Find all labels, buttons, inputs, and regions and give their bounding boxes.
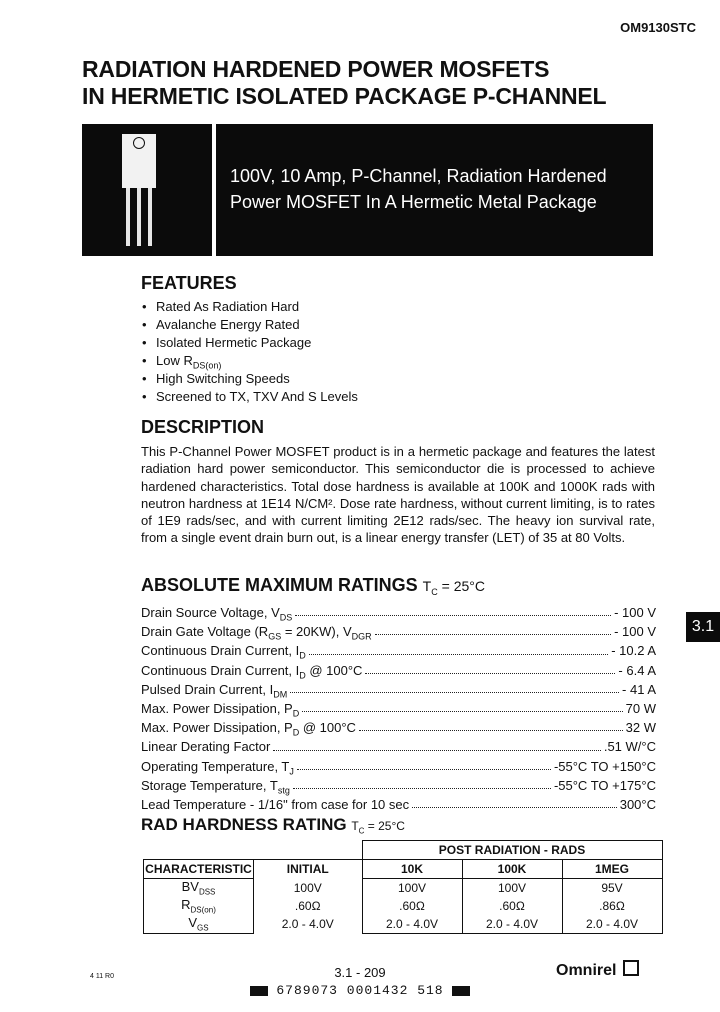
barcode (0, 983, 720, 998)
rating-row (141, 661, 656, 680)
rating-value: - 10.2 A (611, 643, 656, 659)
leader-dots (297, 757, 551, 770)
value-cell: 100V (293, 880, 322, 895)
table-row (144, 879, 663, 898)
characteristic-cell: $R_{DS(on)}$ (144, 897, 254, 915)
page-number: 3.1 - 209 (334, 965, 386, 980)
features-list (142, 298, 358, 406)
leader-dots (302, 699, 622, 712)
rad-col-header: 100K (462, 860, 562, 879)
title-line-2: IN HERMETIC ISOLATED PACKAGE P-CHANNEL (82, 83, 607, 109)
value-cell: 100V (362, 879, 462, 898)
abs-max-condition: $T_C = 25^\circ C$ (422, 578, 485, 597)
abs-max-heading (141, 575, 485, 597)
rating-label: Max. Power Dissipation, $P_D$ (141, 700, 300, 719)
rating-value: -55°C TO +150°C (553, 758, 656, 774)
characteristic-header: CHARACTERISTIC (144, 860, 254, 879)
feature-item: • Screened to TX, TXV And S Levels (142, 388, 358, 406)
banner-divider (212, 124, 216, 256)
feature-item: • Rated As Radiation Hard (142, 298, 358, 316)
rating-row (141, 680, 656, 699)
rating-row (141, 699, 656, 718)
package-lead-icon (148, 188, 152, 246)
rating-row (141, 795, 656, 814)
page-title (82, 56, 606, 110)
value-cell: .60Ω (294, 899, 321, 913)
description-text: This P-Channel Power MOSFET product is in a hermetic package and features the latest radiation hard power semiconductor. This semiconductor die is processed to achieve hardened characteristics. Total dose hardness is available at 100K and 1000K rads with neutron hardness at 1E14 N/CM². Dose rate hardness, without current limiting, is to rates of 1E9 rads/sec, and with current limiting 2E12 rads/sec. The heavy ion survival rate, from a single event drain burn out, is a linear energy transfer (LET) of 35 at 80 Volts. (141, 444, 655, 546)
rad-hardness-condition: $T_C = 25^\circ C$ (351, 819, 405, 836)
value-cell: 2.0 - 4.0V (281, 917, 334, 932)
barcode-number: 6789073 0001432 518 (276, 983, 444, 998)
package-lead-icon (137, 188, 141, 246)
feature-item: • Isolated Hermetic Package (142, 334, 358, 352)
banner-tagline (230, 163, 607, 215)
rating-value: 32 W (625, 720, 656, 736)
rating-label: Operating Temperature, $T_J$ (141, 758, 294, 777)
leader-dots (412, 795, 617, 808)
table-row (144, 915, 663, 934)
rad-table-body (144, 879, 663, 934)
value-cell: 95V (562, 879, 662, 898)
post-radiation-header: POST RADIATION - RADS (362, 841, 662, 860)
package-lead-icon (126, 188, 130, 246)
abs-max-title: ABSOLUTE MAXIMUM RATINGS (141, 575, 418, 595)
rating-row (141, 737, 656, 756)
part-number: OM9130STC (620, 20, 696, 35)
leader-dots (365, 661, 615, 674)
rating-value: - 41 A (622, 681, 656, 697)
description-heading: DESCRIPTION (141, 417, 265, 437)
value-cell: .86Ω (562, 897, 662, 915)
rating-label: Continuous Drain Current, $I_D$ @ 100°C (141, 662, 363, 681)
rating-value: -55°C TO +175°C (553, 777, 656, 793)
value-cell: 2.0 - 4.0V (462, 915, 562, 934)
rating-row (141, 622, 656, 641)
rating-label: Lead Temperature - 1/16" from case for 10 sec (141, 796, 410, 812)
section-tab: 3.1 (686, 612, 720, 642)
initial-header: INITIAL (254, 860, 363, 879)
rad-hardness-title: RAD HARDNESS RATING (141, 815, 347, 834)
banner-line-1: 100V, 10 Amp, P-Channel, Radiation Hardened (230, 166, 607, 186)
brand-name: Omnirel (556, 962, 617, 979)
rating-value: 70 W (625, 700, 656, 716)
characteristic-cell: $BV_{DSS}$ (144, 879, 254, 898)
feature-item: • Avalanche Energy Rated (142, 316, 358, 334)
rating-label: Drain Gate Voltage $(R_{GS} = 20KW)$, $V_{DGR}$ (141, 624, 372, 642)
characteristic-cell: $V_{GS}$ (144, 915, 254, 934)
rad-col-header: 1MEG (562, 860, 662, 879)
rating-value: - 6.4 A (618, 662, 656, 678)
leader-dots (295, 603, 611, 616)
rating-label: Max. Power Dissipation, $P_D$ @ 100°C (141, 720, 356, 738)
rating-value: .51 W/°C (603, 739, 656, 755)
banner-line-2: Power MOSFET In A Hermetic Metal Package (230, 192, 597, 212)
value-cell: 2.0 - 4.0V (362, 915, 462, 934)
rad-hardness-table (143, 840, 663, 934)
barcode-block-icon (452, 986, 470, 996)
rating-label: Pulsed Drain Current, $I_{DM}$ (141, 681, 288, 700)
rating-row (141, 603, 656, 622)
brand-mark-icon (623, 960, 639, 976)
rating-row (141, 757, 656, 776)
rad-hardness-heading (141, 815, 405, 835)
rating-value: 300°C (619, 796, 656, 812)
feature-item: • Low $R_{DS(on)}$ (142, 352, 358, 370)
leader-dots (309, 641, 608, 654)
abs-max-ratings-list (141, 603, 656, 814)
table-header-row (144, 841, 663, 860)
rating-row (141, 641, 656, 660)
rad-col-header: 10K (362, 860, 462, 879)
value-cell: 2.0 - 4.0V (562, 915, 662, 934)
leader-dots (359, 718, 623, 731)
rating-label: Continuous Drain Current, $I_D$ (141, 643, 306, 661)
package-hole-icon (133, 137, 145, 149)
footer-code: 4 11 R0 (90, 973, 114, 980)
rating-value: - 100 V (614, 605, 656, 620)
feature-item: • High Switching Speeds (142, 370, 358, 388)
leader-dots (290, 680, 619, 693)
rating-value: - 100 V (614, 624, 656, 640)
package-body-icon (122, 150, 156, 188)
leader-dots (293, 776, 551, 789)
brand-logo (556, 960, 639, 980)
rating-label: Drain Source Voltage, $V_{DS}$ (141, 605, 293, 623)
rating-label: Storage Temperature, $T_{stg}$ (141, 777, 290, 796)
leader-dots (375, 622, 611, 635)
rating-row (141, 718, 656, 737)
title-line-1: RADIATION HARDENED POWER MOSFETS (82, 56, 550, 82)
value-cell: 100V (462, 879, 562, 898)
leader-dots (273, 737, 601, 750)
value-cell: .60Ω (362, 897, 462, 915)
features-heading: FEATURES (141, 273, 237, 293)
rating-label: Linear Derating Factor (141, 739, 271, 755)
table-header-row (144, 860, 663, 879)
table-row (144, 897, 663, 915)
rating-row (141, 776, 656, 795)
barcode-block-icon (250, 986, 268, 996)
value-cell: .60Ω (462, 897, 562, 915)
